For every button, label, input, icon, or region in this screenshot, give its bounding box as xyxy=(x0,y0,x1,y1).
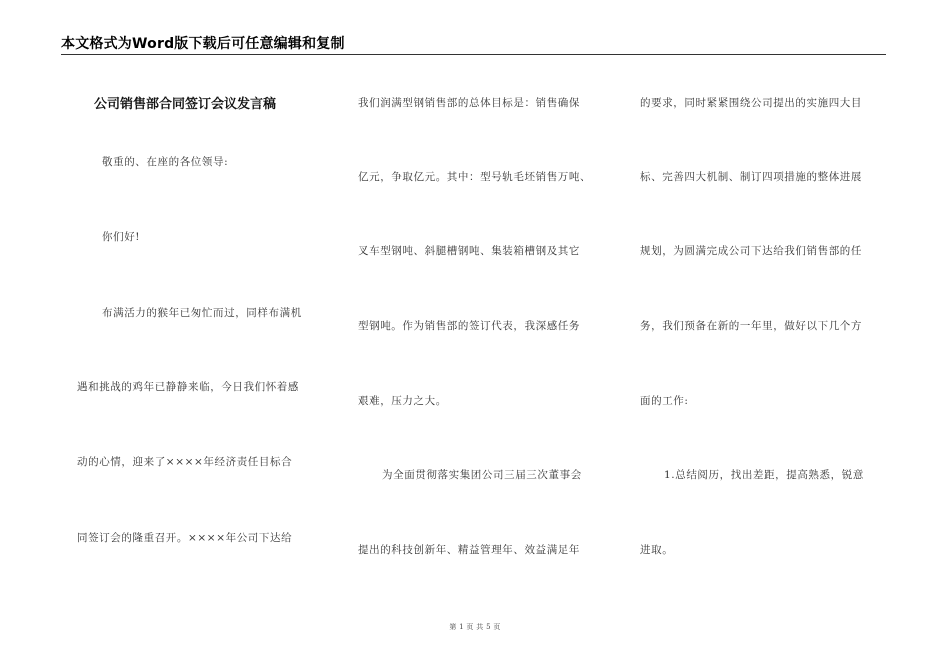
paragraph-line: 艰难，压力之大。 xyxy=(358,395,447,407)
paragraph-line: 布满活力的猴年已匆忙而过，同样布满机 xyxy=(102,307,302,319)
header-divider xyxy=(61,54,886,55)
paragraph-line: 亿元，争取亿元。其中：型号轨毛坯销售万吨、 xyxy=(358,171,592,183)
paragraph-line: 面的工作: xyxy=(640,395,689,407)
paragraph-line: 同签订会的隆重召开。××××年公司下达给 xyxy=(77,532,293,544)
paragraph-line: 你们好! xyxy=(102,231,141,243)
document-title: 公司销售部合同签订会议发言稿 xyxy=(94,97,277,112)
paragraph-line: 为全面贯彻落实集团公司三届三次董事会 xyxy=(382,469,582,481)
paragraph-line: 规划，为圆满完成公司下达给我们销售部的任 xyxy=(640,245,862,257)
document-banner: 本文格式为Word版下载后可任意编辑和复制 xyxy=(61,36,345,52)
paragraph-line: 遇和挑战的鸡年已静静来临，今日我们怀着感 xyxy=(77,381,299,393)
paragraph-line: 进取。 xyxy=(640,544,674,556)
page-number: 第 1 页 共 5 页 xyxy=(449,623,501,631)
paragraph-line: 敬重的、在座的各位领导: xyxy=(102,156,229,168)
paragraph-line: 型钢吨。作为销售部的签订代表，我深感任务 xyxy=(358,320,580,332)
paragraph-line: 的要求，同时紧紧围绕公司提出的实施四大目 xyxy=(640,97,862,109)
paragraph-line: 我们润满型钢销售部的总体目标是：销售确保 xyxy=(358,97,580,109)
paragraph-line: 提出的科技创新年、精益管理年、效益满足年 xyxy=(358,544,580,556)
paragraph-line: 动的心情，迎来了××××年经济责任目标合 xyxy=(77,456,293,468)
paragraph-line: 叉车型钢吨、斜腿槽钢吨、集装箱槽钢及其它 xyxy=(358,245,580,257)
paragraph-line: 标、完善四大机制、制订四项措施的整体进展 xyxy=(640,171,862,183)
paragraph-line: 务，我们预备在新的一年里，做好以下几个方 xyxy=(640,320,862,332)
paragraph-line: 1.总结阅历，找出差距，提高熟悉，锐意 xyxy=(664,469,864,481)
